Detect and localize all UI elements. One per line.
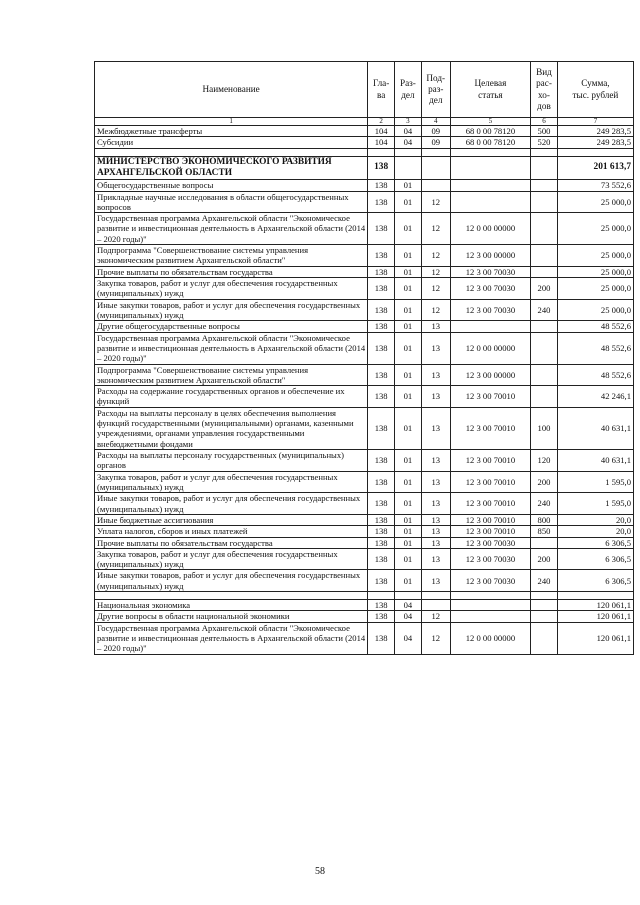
cell-glava: 138 — [368, 600, 395, 611]
cell-target — [450, 611, 530, 622]
cell-razdel: 01 — [395, 526, 422, 537]
cell-target: 12 0 00 00000 — [450, 332, 530, 364]
cell-podrazdel — [421, 592, 450, 600]
cell-vid — [531, 213, 558, 245]
cell-razdel — [395, 148, 422, 156]
cell-sum: 25 000,0 — [557, 266, 633, 277]
cell-razdel: 04 — [395, 611, 422, 622]
table-body — [95, 126, 634, 655]
cell-glava: 138 — [368, 299, 395, 321]
column-index: 3 — [395, 118, 422, 126]
cell-name: Государственная программа Архангельской области "Экономическое развитие и инвестиционная деятельность в Архангельской области (2014 – 2020 годы)" — [95, 213, 368, 245]
cell-glava: 138 — [368, 321, 395, 332]
cell-podrazdel: 09 — [421, 126, 450, 137]
cell-vid: 800 — [531, 514, 558, 525]
table-row — [95, 213, 634, 245]
cell-razdel: 01 — [395, 364, 422, 386]
cell-vid — [531, 245, 558, 267]
cell-vid: 240 — [531, 299, 558, 321]
cell-razdel: 01 — [395, 537, 422, 548]
cell-target: 12 3 00 70010 — [450, 493, 530, 515]
cell-podrazdel: 13 — [421, 493, 450, 515]
cell-name: Расходы на выплаты персоналу в целях обеспечения выполнения функций государственными (муниципальными) органами, казенными учреждениями, органами управления государственными внебюджетными фондами — [95, 407, 368, 449]
cell-razdel: 01 — [395, 570, 422, 592]
cell-sum: 48 552,6 — [557, 321, 633, 332]
cell-podrazdel: 13 — [421, 364, 450, 386]
cell-sum: 6 306,5 — [557, 548, 633, 570]
cell-podrazdel: 13 — [421, 548, 450, 570]
cell-glava: 104 — [368, 137, 395, 148]
cell-podrazdel: 13 — [421, 450, 450, 472]
table-row — [95, 548, 634, 570]
cell-sum: 249 283,5 — [557, 126, 633, 137]
cell-podrazdel — [421, 148, 450, 156]
cell-glava: 138 — [368, 514, 395, 525]
header-glava: Гла- ва — [368, 62, 395, 118]
cell-sum: 48 552,6 — [557, 364, 633, 386]
cell-razdel: 04 — [395, 622, 422, 654]
table-row — [95, 600, 634, 611]
cell-razdel — [395, 156, 422, 180]
cell-podrazdel: 12 — [421, 278, 450, 300]
cell-podrazdel — [421, 600, 450, 611]
table-row — [95, 266, 634, 277]
cell-glava: 138 — [368, 191, 395, 213]
table-spacer-row — [95, 592, 634, 600]
cell-target: 68 0 00 78120 — [450, 137, 530, 148]
cell-vid — [531, 386, 558, 408]
table-row — [95, 191, 634, 213]
cell-glava: 138 — [368, 537, 395, 548]
cell-sum: 120 061,1 — [557, 600, 633, 611]
cell-vid — [531, 180, 558, 191]
cell-sum: 73 552,6 — [557, 180, 633, 191]
cell-name: Подпрограмма "Совершенствование системы управления экономическим развитием Архангельской области" — [95, 245, 368, 267]
cell-target — [450, 321, 530, 332]
cell-podrazdel: 09 — [421, 137, 450, 148]
header-vid: Вид рас- хо- дов — [531, 62, 558, 118]
cell-target: 12 3 00 70010 — [450, 386, 530, 408]
cell-razdel: 01 — [395, 407, 422, 449]
cell-razdel: 01 — [395, 548, 422, 570]
cell-razdel: 04 — [395, 137, 422, 148]
cell-glava: 138 — [368, 548, 395, 570]
cell-sum: 42 246,1 — [557, 386, 633, 408]
column-index: 2 — [368, 118, 395, 126]
cell-sum: 6 306,5 — [557, 537, 633, 548]
cell-razdel: 01 — [395, 213, 422, 245]
cell-glava: 138 — [368, 332, 395, 364]
cell-sum — [557, 592, 633, 600]
cell-sum: 25 000,0 — [557, 191, 633, 213]
cell-glava: 138 — [368, 364, 395, 386]
cell-target — [450, 156, 530, 180]
table-row — [95, 245, 634, 267]
cell-vid: 240 — [531, 570, 558, 592]
cell-sum: 6 306,5 — [557, 570, 633, 592]
cell-name: Прикладные научные исследования в области общегосударственных вопросов — [95, 191, 368, 213]
cell-name — [95, 592, 368, 600]
cell-target: 12 3 00 70030 — [450, 278, 530, 300]
cell-vid — [531, 321, 558, 332]
cell-target: 12 3 00 70030 — [450, 299, 530, 321]
column-index: 6 — [531, 118, 558, 126]
cell-glava: 138 — [368, 493, 395, 515]
cell-podrazdel: 12 — [421, 191, 450, 213]
cell-name — [95, 148, 368, 156]
cell-sum: 20,0 — [557, 514, 633, 525]
cell-vid — [531, 191, 558, 213]
cell-name: Уплата налогов, сборов и иных платежей — [95, 526, 368, 537]
cell-razdel: 01 — [395, 514, 422, 525]
cell-glava: 104 — [368, 126, 395, 137]
cell-name: Подпрограмма "Совершенствование системы управления экономическим развитием Архангельской области" — [95, 364, 368, 386]
header-target: Целевая статья — [450, 62, 530, 118]
cell-vid — [531, 611, 558, 622]
cell-name: Межбюджетные трансферты — [95, 126, 368, 137]
cell-glava — [368, 148, 395, 156]
cell-razdel — [395, 592, 422, 600]
cell-target — [450, 180, 530, 191]
cell-name: Расходы на выплаты персоналу государственных (муниципальных) органов — [95, 450, 368, 472]
cell-target — [450, 592, 530, 600]
cell-target: 68 0 00 78120 — [450, 126, 530, 137]
cell-target: 12 3 00 70030 — [450, 570, 530, 592]
cell-sum: 120 061,1 — [557, 622, 633, 654]
table-row — [95, 364, 634, 386]
cell-name: Иные бюджетные ассигнования — [95, 514, 368, 525]
cell-sum: 25 000,0 — [557, 213, 633, 245]
cell-podrazdel: 12 — [421, 245, 450, 267]
cell-razdel: 01 — [395, 245, 422, 267]
cell-sum: 40 631,1 — [557, 450, 633, 472]
cell-razdel: 01 — [395, 180, 422, 191]
cell-glava: 138 — [368, 278, 395, 300]
table-row — [95, 537, 634, 548]
cell-razdel: 01 — [395, 321, 422, 332]
cell-name: Закупка товаров, работ и услуг для обеспечения государственных (муниципальных) нужд — [95, 548, 368, 570]
cell-glava: 138 — [368, 570, 395, 592]
cell-vid — [531, 156, 558, 180]
table-row — [95, 471, 634, 493]
cell-target: 12 3 00 70010 — [450, 526, 530, 537]
cell-target — [450, 600, 530, 611]
cell-razdel: 01 — [395, 450, 422, 472]
column-index: 4 — [421, 118, 450, 126]
cell-podrazdel: 13 — [421, 407, 450, 449]
cell-podrazdel: 13 — [421, 321, 450, 332]
table-row — [95, 299, 634, 321]
cell-name: Иные закупки товаров, работ и услуг для обеспечения государственных (муниципальных) нужд — [95, 493, 368, 515]
cell-razdel: 01 — [395, 278, 422, 300]
cell-podrazdel: 12 — [421, 622, 450, 654]
cell-razdel: 04 — [395, 600, 422, 611]
header-razdel: Раз- дел — [395, 62, 422, 118]
cell-sum: 120 061,1 — [557, 611, 633, 622]
cell-vid: 120 — [531, 450, 558, 472]
cell-podrazdel: 13 — [421, 537, 450, 548]
cell-glava: 138 — [368, 266, 395, 277]
cell-glava — [368, 592, 395, 600]
cell-vid — [531, 600, 558, 611]
cell-podrazdel: 13 — [421, 471, 450, 493]
cell-razdel: 01 — [395, 191, 422, 213]
cell-name: Прочие выплаты по обязательствам государства — [95, 537, 368, 548]
page-number: 58 — [315, 866, 325, 877]
column-index-row — [95, 118, 634, 126]
cell-name: Государственная программа Архангельской области "Экономическое развитие и инвестиционная деятельность в Архангельской области (2014 – 2020 годы)" — [95, 332, 368, 364]
column-index: 7 — [557, 118, 633, 126]
cell-name: Государственная программа Архангельской области "Экономическое развитие и инвестиционная деятельность в Архангельской области (2014 – 2020 годы)" — [95, 622, 368, 654]
cell-razdel: 01 — [395, 386, 422, 408]
cell-sum: 1 595,0 — [557, 493, 633, 515]
cell-name: Другие общегосударственные вопросы — [95, 321, 368, 332]
cell-name: Национальная экономика — [95, 600, 368, 611]
cell-razdel: 01 — [395, 471, 422, 493]
cell-target: 12 3 00 00000 — [450, 364, 530, 386]
cell-sum: 25 000,0 — [557, 278, 633, 300]
cell-target: 12 3 00 70030 — [450, 266, 530, 277]
table-row — [95, 611, 634, 622]
cell-sum: 1 595,0 — [557, 471, 633, 493]
cell-glava: 138 — [368, 245, 395, 267]
cell-sum: 201 613,7 — [557, 156, 633, 180]
cell-podrazdel: 13 — [421, 570, 450, 592]
cell-target: 12 0 00 00000 — [450, 622, 530, 654]
table-row — [95, 321, 634, 332]
cell-vid: 240 — [531, 493, 558, 515]
header-podrazdel: Под- раз- дел — [421, 62, 450, 118]
cell-vid — [531, 622, 558, 654]
table-row — [95, 622, 634, 654]
cell-name: Иные закупки товаров, работ и услуг для обеспечения государственных (муниципальных) нужд — [95, 570, 368, 592]
cell-name: Закупка товаров, работ и услуг для обеспечения государственных (муниципальных) нужд — [95, 471, 368, 493]
table-row — [95, 570, 634, 592]
cell-vid — [531, 364, 558, 386]
cell-vid — [531, 537, 558, 548]
cell-vid — [531, 332, 558, 364]
cell-podrazdel: 13 — [421, 526, 450, 537]
cell-razdel: 01 — [395, 332, 422, 364]
cell-podrazdel: 12 — [421, 213, 450, 245]
column-index: 5 — [450, 118, 530, 126]
table-row — [95, 386, 634, 408]
cell-name: МИНИСТЕРСТВО ЭКОНОМИЧЕСКОГО РАЗВИТИЯ АРХАНГЕЛЬСКОЙ ОБЛАСТИ — [95, 156, 368, 180]
cell-name: Закупка товаров, работ и услуг для обеспечения государственных (муниципальных) нужд — [95, 278, 368, 300]
cell-name: Иные закупки товаров, работ и услуг для обеспечения государственных (муниципальных) нужд — [95, 299, 368, 321]
cell-sum — [557, 148, 633, 156]
cell-vid: 200 — [531, 471, 558, 493]
cell-razdel: 01 — [395, 493, 422, 515]
table-row — [95, 332, 634, 364]
budget-table — [94, 61, 634, 655]
table-row — [95, 526, 634, 537]
cell-glava: 138 — [368, 526, 395, 537]
table-header-row — [95, 62, 634, 118]
cell-glava: 138 — [368, 622, 395, 654]
cell-name: Расходы на содержание государственных органов и обеспечение их функций — [95, 386, 368, 408]
cell-podrazdel: 12 — [421, 611, 450, 622]
table-row — [95, 156, 634, 180]
cell-sum: 20,0 — [557, 526, 633, 537]
cell-vid — [531, 148, 558, 156]
table-row — [95, 407, 634, 449]
cell-razdel: 04 — [395, 126, 422, 137]
cell-vid: 850 — [531, 526, 558, 537]
cell-glava: 138 — [368, 450, 395, 472]
cell-sum: 40 631,1 — [557, 407, 633, 449]
cell-vid — [531, 266, 558, 277]
cell-target: 12 3 00 70010 — [450, 514, 530, 525]
column-index: 1 — [95, 118, 368, 126]
table-row — [95, 493, 634, 515]
cell-vid — [531, 592, 558, 600]
cell-name: Общегосударственные вопросы — [95, 180, 368, 191]
table-row — [95, 180, 634, 191]
cell-target: 12 3 00 70010 — [450, 450, 530, 472]
cell-vid: 500 — [531, 126, 558, 137]
cell-vid: 100 — [531, 407, 558, 449]
table-row — [95, 126, 634, 137]
cell-glava: 138 — [368, 156, 395, 180]
cell-target — [450, 191, 530, 213]
cell-target: 12 3 00 00000 — [450, 245, 530, 267]
table-spacer-row — [95, 148, 634, 156]
cell-target: 12 3 00 70030 — [450, 548, 530, 570]
cell-name: Другие вопросы в области национальной экономики — [95, 611, 368, 622]
header-name: Наименование — [95, 62, 368, 118]
cell-glava: 138 — [368, 213, 395, 245]
table-row — [95, 450, 634, 472]
cell-target: 12 3 00 70010 — [450, 407, 530, 449]
cell-podrazdel: 12 — [421, 266, 450, 277]
cell-name: Субсидии — [95, 137, 368, 148]
cell-podrazdel: 13 — [421, 332, 450, 364]
cell-target: 12 3 00 70010 — [450, 471, 530, 493]
header-sum: Сумма, тыс. рублей — [557, 62, 633, 118]
cell-podrazdel — [421, 180, 450, 191]
cell-glava: 138 — [368, 611, 395, 622]
cell-glava: 138 — [368, 471, 395, 493]
cell-target: 12 0 00 00000 — [450, 213, 530, 245]
cell-razdel: 01 — [395, 299, 422, 321]
cell-sum: 48 552,6 — [557, 332, 633, 364]
cell-glava: 138 — [368, 386, 395, 408]
table-row — [95, 514, 634, 525]
cell-vid: 520 — [531, 137, 558, 148]
cell-vid: 200 — [531, 278, 558, 300]
cell-podrazdel: 13 — [421, 514, 450, 525]
cell-podrazdel: 13 — [421, 386, 450, 408]
cell-target — [450, 148, 530, 156]
cell-glava: 138 — [368, 180, 395, 191]
table-row — [95, 137, 634, 148]
cell-sum: 25 000,0 — [557, 299, 633, 321]
cell-podrazdel: 12 — [421, 299, 450, 321]
cell-podrazdel — [421, 156, 450, 180]
cell-name: Прочие выплаты по обязательствам государства — [95, 266, 368, 277]
cell-vid: 200 — [531, 548, 558, 570]
cell-target: 12 3 00 70030 — [450, 537, 530, 548]
cell-sum: 249 283,5 — [557, 137, 633, 148]
cell-glava: 138 — [368, 407, 395, 449]
cell-razdel: 01 — [395, 266, 422, 277]
cell-sum: 25 000,0 — [557, 245, 633, 267]
table-row — [95, 278, 634, 300]
